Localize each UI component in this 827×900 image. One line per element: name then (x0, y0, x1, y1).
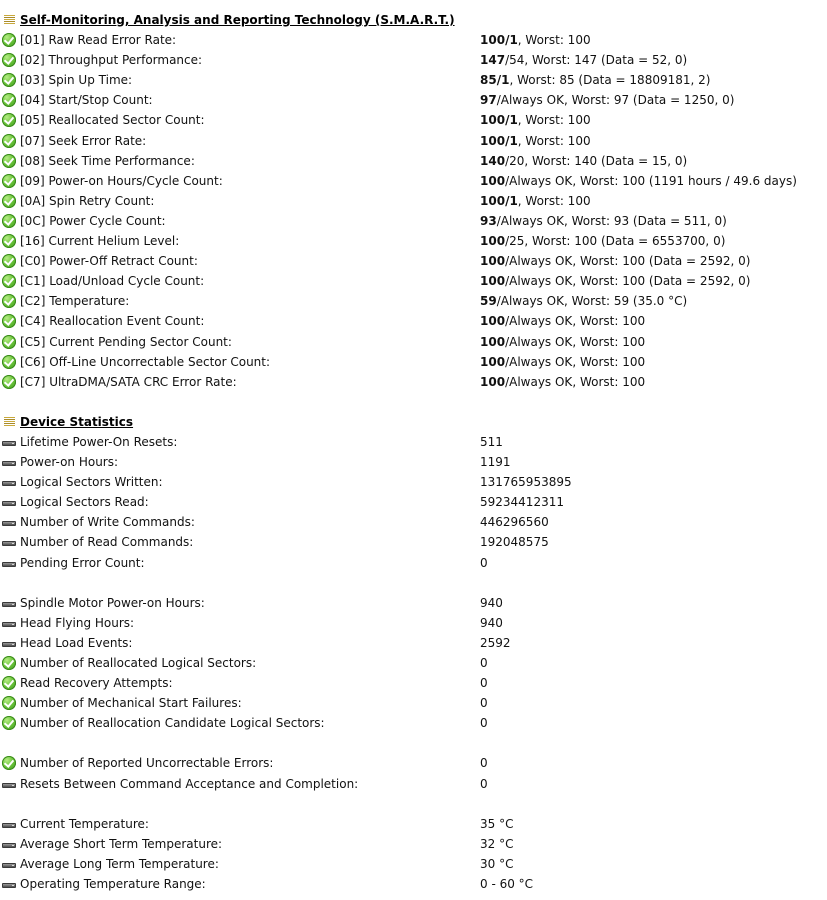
statistic-row (0, 492, 827, 512)
statistic-label: Pending Error Count: (20, 555, 145, 570)
attribute-current: 100 (480, 314, 506, 329)
attribute-worst: , Worst: 100 (572, 334, 646, 349)
attribute-threshold: /20 (505, 153, 525, 168)
statistic-row (0, 713, 827, 733)
attribute-current: 100 (480, 354, 506, 369)
attribute-value (480, 311, 645, 331)
attribute-current: 147 (480, 53, 506, 68)
attribute-value (480, 110, 591, 130)
statistic-label: Number of Mechanical Start Failures: (20, 696, 242, 711)
statistic-value: 0 (480, 676, 488, 691)
attribute-threshold: /Always OK (505, 314, 573, 329)
drive-icon (2, 441, 16, 446)
attribute-worst: , Worst: 100 (1191 hours / 49.6 days) (572, 173, 797, 188)
statistic-label: Number of Read Commands: (20, 535, 194, 550)
statistic-value: 511 (480, 434, 503, 449)
ok-check-icon (2, 33, 16, 47)
statistic-row (0, 854, 827, 874)
attribute-current: 100 (480, 113, 506, 128)
attribute-worst: , Worst: 147 (Data = 52, 0) (524, 53, 688, 68)
attribute-threshold: /1 (505, 113, 518, 128)
attribute-value (480, 271, 750, 291)
statistic-value: 0 (480, 696, 488, 711)
ok-check-icon (2, 93, 16, 107)
attribute-threshold: /25 (505, 234, 525, 249)
statistic-row (0, 874, 827, 894)
attribute-threshold: /Always OK (505, 274, 573, 289)
smart-attribute-row (0, 291, 827, 311)
device-statistics-list (0, 432, 827, 894)
attribute-worst: , Worst: 100 (Data = 2592, 0) (572, 274, 751, 289)
attribute-worst: , Worst: 85 (Data = 18809181, 2) (509, 73, 711, 88)
ok-check-icon (2, 355, 16, 369)
attribute-current: 59 (480, 294, 497, 309)
drive-icon (2, 783, 16, 788)
statistic-row (0, 593, 827, 613)
statistic-label: Logical Sectors Read: (20, 495, 149, 510)
attribute-label: [C5] Current Pending Sector Count: (20, 334, 232, 349)
attribute-value (480, 372, 645, 392)
statistic-value: 940 (480, 595, 503, 610)
smart-attribute-row (0, 151, 827, 171)
attribute-value (480, 291, 687, 311)
attribute-value (480, 211, 727, 231)
ok-check-icon (2, 314, 16, 328)
group-spacer (0, 573, 827, 593)
ok-check-icon (2, 174, 16, 188)
drive-icon (2, 481, 16, 486)
attribute-label: [03] Spin Up Time: (20, 73, 133, 88)
statistic-value: 30 °C (480, 856, 514, 871)
attribute-label: [0C] Power Cycle Count: (20, 213, 166, 228)
statistic-value: 0 (480, 555, 488, 570)
attribute-threshold: /Always OK (505, 374, 573, 389)
ok-check-icon (2, 696, 16, 710)
attribute-current: 100 (480, 193, 506, 208)
statistic-value: 59234412311 (480, 495, 564, 510)
attribute-current: 100 (480, 234, 506, 249)
attribute-label: [C7] UltraDMA/SATA CRC Error Rate: (20, 374, 237, 389)
attribute-worst: , Worst: 140 (Data = 15, 0) (524, 153, 688, 168)
smart-attribute-row (0, 332, 827, 352)
smart-attribute-row (0, 311, 827, 331)
statistic-value: 0 (480, 716, 488, 731)
ok-check-icon (2, 113, 16, 127)
statistic-row (0, 633, 827, 653)
statistic-row (0, 673, 827, 693)
attribute-threshold: /Always OK (505, 354, 573, 369)
attribute-worst: , Worst: 100 (517, 133, 591, 148)
smart-attribute-row (0, 372, 827, 392)
attribute-current: 93 (480, 213, 497, 228)
drive-report (0, 10, 827, 894)
attribute-label: [04] Start/Stop Count: (20, 93, 153, 108)
attribute-worst: , Worst: 100 (517, 33, 591, 48)
attribute-label: [09] Power-on Hours/Cycle Count: (20, 173, 223, 188)
statistic-label: Number of Write Commands: (20, 515, 195, 530)
attribute-threshold: /Always OK (505, 254, 573, 269)
statistic-label: Head Load Events: (20, 635, 133, 650)
attribute-current: 100 (480, 374, 506, 389)
statistic-label: Head Flying Hours: (20, 615, 135, 630)
statistic-row (0, 613, 827, 633)
statistic-value: 0 - 60 °C (480, 877, 534, 892)
attribute-threshold: /Always OK (496, 294, 564, 309)
ok-check-icon (2, 234, 16, 248)
drive-icon (2, 642, 16, 647)
attribute-label: [02] Throughput Performance: (20, 53, 203, 68)
drive-icon (2, 541, 16, 546)
statistic-value: 0 (480, 776, 488, 791)
ok-check-icon (2, 194, 16, 208)
ok-check-icon (2, 73, 16, 87)
attribute-label: [08] Seek Time Performance: (20, 153, 195, 168)
attribute-worst: , Worst: 100 (572, 374, 646, 389)
drive-icon (2, 521, 16, 526)
attribute-threshold: /54 (505, 53, 525, 68)
attribute-value (480, 191, 591, 211)
ok-check-icon (2, 214, 16, 228)
attribute-worst: , Worst: 100 (Data = 6553700, 0) (524, 234, 726, 249)
attribute-worst: , Worst: 100 (517, 113, 591, 128)
statistic-row (0, 653, 827, 673)
attribute-worst: , Worst: 100 (517, 193, 591, 208)
ok-check-icon (2, 676, 16, 690)
drive-icon (2, 501, 16, 506)
attribute-label: [05] Reallocated Sector Count: (20, 113, 205, 128)
smart-attribute-row (0, 271, 827, 291)
ok-check-icon (2, 274, 16, 288)
statistic-label: Logical Sectors Written: (20, 475, 163, 490)
smart-attribute-row (0, 231, 827, 251)
attribute-current: 100 (480, 334, 506, 349)
attribute-value (480, 50, 687, 70)
smart-attribute-row (0, 171, 827, 191)
attribute-threshold: /1 (505, 133, 518, 148)
attribute-label: [01] Raw Read Error Rate: (20, 33, 177, 48)
section-list-icon (4, 417, 15, 426)
statistic-label: Read Recovery Attempts: (20, 676, 173, 691)
attribute-worst: , Worst: 97 (Data = 1250, 0) (563, 93, 735, 108)
smart-attribute-row (0, 191, 827, 211)
attribute-worst: , Worst: 100 (Data = 2592, 0) (572, 254, 751, 269)
ok-check-icon (2, 656, 16, 670)
statistic-row (0, 834, 827, 854)
ok-check-icon (2, 53, 16, 67)
ok-check-icon (2, 294, 16, 308)
statistic-label: Average Long Term Temperature: (20, 856, 219, 871)
attribute-value (480, 30, 591, 50)
smart-section-header (0, 10, 827, 30)
attribute-label: [07] Seek Error Rate: (20, 133, 147, 148)
statistic-row (0, 472, 827, 492)
attribute-current: 100 (480, 173, 506, 188)
drive-icon (2, 622, 16, 627)
attribute-current: 85 (480, 73, 497, 88)
ok-check-icon (2, 154, 16, 168)
attribute-value (480, 131, 591, 151)
attribute-current: 140 (480, 153, 506, 168)
attribute-label: [C1] Load/Unload Cycle Count: (20, 274, 205, 289)
statistic-label: Number of Reported Uncorrectable Errors: (20, 756, 274, 771)
attribute-worst: , Worst: 93 (Data = 511, 0) (563, 213, 727, 228)
attribute-value (480, 90, 734, 110)
statistic-value: 940 (480, 615, 503, 630)
device-statistics-title: Device Statistics (20, 414, 134, 429)
drive-icon (2, 843, 16, 848)
section-list-icon (4, 15, 15, 24)
smart-attribute-row (0, 90, 827, 110)
ok-check-icon (2, 335, 16, 349)
attribute-worst: , Worst: 59 (35.0 °C) (563, 294, 688, 309)
attribute-threshold: /Always OK (496, 213, 564, 228)
ok-check-icon (2, 254, 16, 268)
statistic-label: Current Temperature: (20, 816, 149, 831)
attribute-value (480, 70, 710, 90)
statistic-row (0, 753, 827, 773)
statistic-value: 2592 (480, 635, 511, 650)
statistic-row (0, 814, 827, 834)
statistic-value: 0 (480, 656, 488, 670)
attribute-current: 100 (480, 133, 506, 148)
statistic-row (0, 432, 827, 452)
drive-icon (2, 883, 16, 888)
drive-icon (2, 562, 16, 567)
statistic-row (0, 532, 827, 552)
group-spacer (0, 794, 827, 814)
ok-check-icon (2, 716, 16, 730)
statistic-label: Operating Temperature Range: (20, 877, 206, 892)
attribute-value (480, 352, 645, 372)
drive-icon (2, 823, 16, 828)
statistic-row (0, 774, 827, 794)
statistic-value: 0 (480, 756, 488, 771)
attribute-label: [C6] Off-Line Uncorrectable Sector Count: (20, 354, 271, 369)
smart-attribute-row (0, 30, 827, 50)
attribute-threshold: /1 (496, 73, 510, 88)
group-spacer (0, 733, 827, 753)
smart-attribute-row (0, 251, 827, 271)
smart-section-title: Self-Monitoring, Analysis and Reporting Technology (S.M.A.R.T.) (20, 13, 455, 27)
statistic-label: Resets Between Command Acceptance and Completion: (20, 776, 359, 791)
smart-attribute-row (0, 211, 827, 231)
ok-check-icon (2, 375, 16, 389)
attribute-current: 100 (480, 274, 506, 289)
attribute-label: [0A] Spin Retry Count: (20, 193, 155, 208)
statistic-row (0, 693, 827, 713)
statistic-label: Average Short Term Temperature: (20, 836, 223, 851)
attribute-value (480, 231, 725, 251)
statistic-value: 446296560 (480, 515, 549, 530)
attribute-current: 100 (480, 254, 506, 269)
attribute-threshold: /Always OK (505, 173, 573, 188)
ok-check-icon (2, 134, 16, 148)
smart-attribute-list (0, 30, 827, 392)
attribute-value (480, 332, 645, 352)
attribute-value (480, 251, 750, 271)
attribute-current: 100 (480, 33, 506, 48)
drive-icon (2, 602, 16, 607)
statistic-label: Number of Reallocation Candidate Logical Sectors: (20, 716, 325, 731)
attribute-value (480, 151, 687, 171)
statistic-value: 35 °C (480, 816, 514, 831)
statistic-value: 131765953895 (480, 475, 572, 490)
attribute-label: [C2] Temperature: (20, 294, 130, 309)
smart-attribute-row (0, 110, 827, 130)
statistic-label: Number of Reallocated Logical Sectors: (20, 656, 257, 670)
attribute-threshold: /1 (505, 193, 518, 208)
statistic-label: Spindle Motor Power-on Hours: (20, 595, 205, 610)
smart-attribute-row (0, 352, 827, 372)
statistic-row (0, 553, 827, 573)
attribute-worst: , Worst: 100 (572, 314, 646, 329)
drive-icon (2, 863, 16, 868)
section-spacer (0, 392, 827, 412)
attribute-label: [16] Current Helium Level: (20, 234, 180, 249)
attribute-threshold: /Always OK (505, 334, 573, 349)
ok-check-icon (2, 756, 16, 770)
statistic-value: 32 °C (480, 836, 514, 851)
attribute-label: [C4] Reallocation Event Count: (20, 314, 205, 329)
smart-attribute-row (0, 70, 827, 90)
statistic-value: 1191 (480, 455, 511, 470)
statistic-label: Power-on Hours: (20, 455, 119, 470)
drive-icon (2, 461, 16, 466)
device-statistics-header (0, 412, 827, 432)
attribute-worst: , Worst: 100 (572, 354, 646, 369)
statistic-row (0, 452, 827, 472)
statistic-row (0, 512, 827, 532)
smart-attribute-row (0, 131, 827, 151)
attribute-value (480, 171, 797, 191)
attribute-label: [C0] Power-Off Retract Count: (20, 254, 198, 269)
statistic-label: Lifetime Power-On Resets: (20, 434, 178, 449)
attribute-threshold: /1 (505, 33, 518, 48)
smart-attribute-row (0, 50, 827, 70)
attribute-threshold: /Always OK (496, 93, 564, 108)
statistic-value: 192048575 (480, 535, 549, 550)
attribute-current: 97 (480, 93, 497, 108)
